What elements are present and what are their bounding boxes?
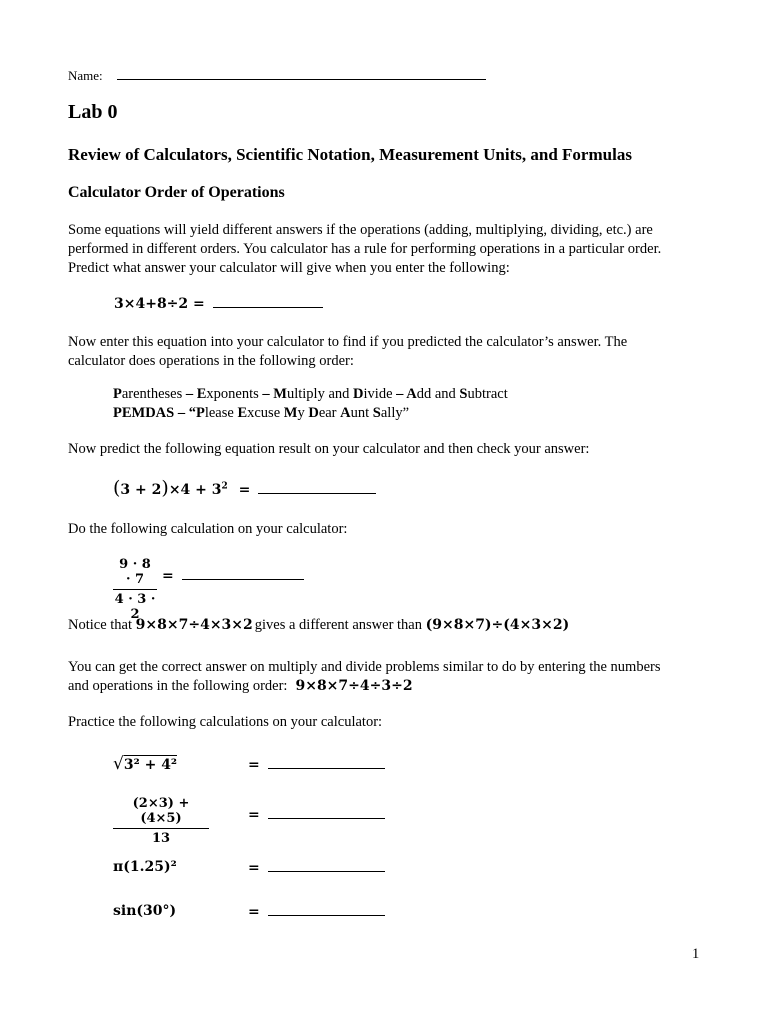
practice-sin: sin(30°) — [113, 903, 177, 919]
answer-blank[interactable] — [268, 914, 385, 916]
answer-blank[interactable] — [213, 306, 323, 308]
name-field[interactable] — [117, 79, 486, 80]
paragraph-predict: Now predict the following equation result on your calculator and then check your answer: — [68, 441, 590, 457]
paragraph-line: calculator does operations in the following order: — [68, 353, 354, 369]
expression-2: $(3 + 2)\times 4 + 3^2$ = — [113, 477, 376, 499]
name-label: Name: — [68, 68, 103, 83]
page-number: 1 — [692, 946, 700, 962]
paragraph-order — [68, 333, 627, 371]
radicand: 3² + 4² — [123, 757, 178, 773]
expression-text: 3×4+8÷2 = — [114, 296, 205, 312]
page-subtitle: Review of Calculators, Scientific Notation, Measurement Units, and Formulas — [68, 145, 632, 164]
fraction-denominator: 13 — [151, 831, 171, 846]
notice-line: Notice that 9×8×7÷4×3×2 gives a different answer than (9×8×7)÷(4×3×2) — [68, 617, 570, 633]
paragraph-line: Some equations will yield different answers if the operations (adding, multiplying, dividing, etc.) are — [68, 222, 653, 238]
paragraph-correct — [68, 658, 661, 696]
radical-icon: √ — [113, 754, 124, 774]
paragraph-intro — [68, 221, 661, 278]
practice-pi-equals: = — [248, 860, 385, 876]
paragraph-line: Now enter this equation into your calculator to find if you predicted the calculator’s answer. The — [68, 334, 628, 350]
practice-fraction-equals: = — [248, 807, 385, 823]
practice-sqrt-equals: = — [248, 757, 385, 773]
answer-blank[interactable] — [268, 817, 385, 819]
page-title: Lab 0 — [68, 101, 118, 123]
fraction-1 — [113, 557, 157, 622]
fraction-numerator: (2×3) + (4×5) — [113, 796, 209, 829]
fraction-denominator: 4 · 3 · 2 — [114, 592, 156, 622]
practice-sqrt — [113, 754, 177, 774]
paragraph-practice: Practice the following calculations on your calculator: — [68, 714, 383, 730]
practice-pi: π(1.25)² — [113, 859, 177, 875]
answer-blank[interactable] — [182, 578, 304, 580]
paragraph-line: performed in different orders. You calculator has a rule for performing operations in a particular order. — [68, 241, 662, 257]
practice-fraction — [113, 796, 209, 846]
fraction-1-equals: = — [162, 568, 304, 584]
answer-blank[interactable] — [258, 492, 376, 494]
practice-sin-equals: = — [248, 904, 385, 920]
paragraph-line: and operations in the following order: 9×8×7÷4÷3÷2 — [68, 678, 413, 694]
pemdas-mnemonic: PEMDAS – “Please Excuse My Dear Aunt Sally” — [113, 405, 410, 421]
answer-blank[interactable] — [268, 870, 385, 872]
paragraph-line: You can get the correct answer on multiply and divide problems similar to do by entering the numbers — [68, 659, 661, 675]
paragraph-line: Predict what answer your calculator will give when you enter the following: — [68, 260, 510, 276]
answer-blank[interactable] — [268, 767, 385, 769]
paragraph-calc: Do the following calculation on your calculator: — [68, 521, 348, 537]
expression-1 — [114, 296, 323, 312]
fraction-numerator: 9 · 8 · 7 — [113, 557, 157, 590]
section-heading: Calculator Order of Operations — [68, 184, 285, 201]
pemdas-line: Parentheses – Exponents – Multiply and Divide – Add and Subtract — [113, 386, 508, 402]
